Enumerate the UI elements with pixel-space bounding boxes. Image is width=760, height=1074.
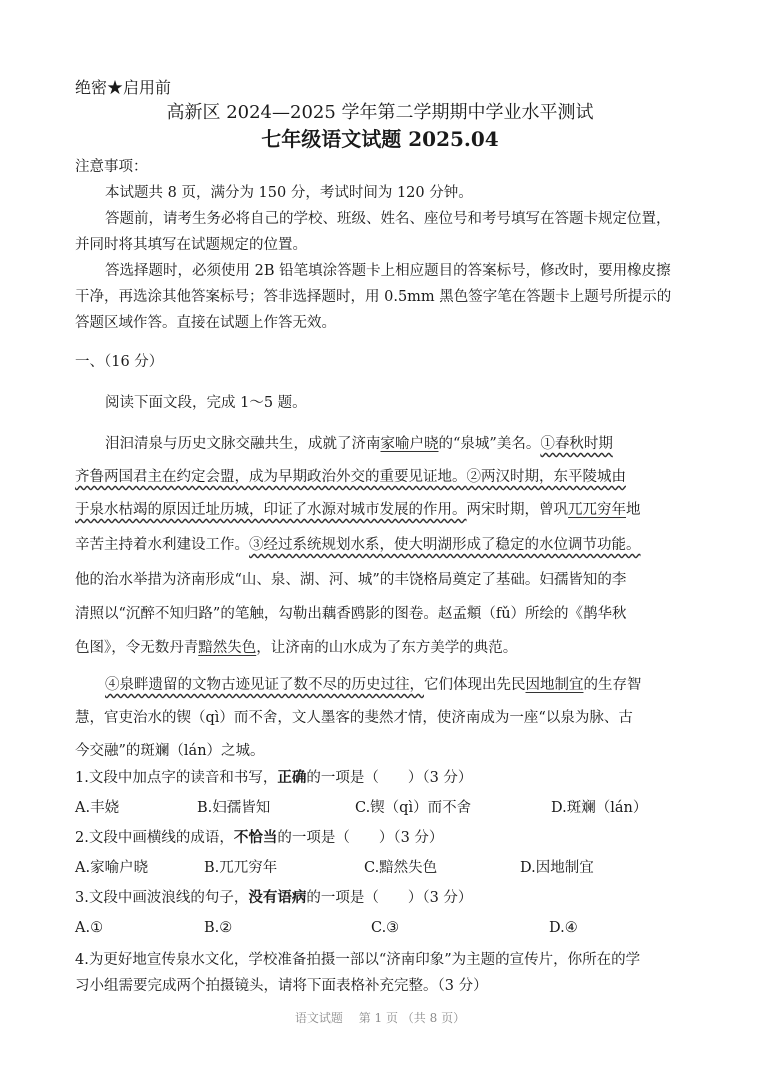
question-4-line1: 4.为更好地宣传泉水文化，学校准备拍摄一部以“济南印象”为主题的宣传片，你所在的学	[75, 952, 641, 968]
exam-title: 高新区 2024—2025 学年第二学期期中学业水平测试	[166, 102, 594, 123]
passage-text: 两宋时期，曾巩	[466, 502, 568, 518]
sentence-wavy: 于泉水枯竭的原因迁址历城，印证了水源对城市发展的作用。	[75, 502, 467, 518]
notice-heading: 注意事项：	[75, 159, 148, 175]
secret-label: 绝密★启用前	[75, 78, 172, 97]
sentence-wavy: ②两汉时期，东平陵城由	[466, 469, 626, 485]
section1-heading: 一、（16 分）	[75, 354, 164, 370]
question-4-line2: 习小组需要完成两个拍摄镜头，请将下面表格补充完整。（3 分）	[75, 978, 488, 994]
passage-text: ，让济南的山水成为了东方美学的典范。	[256, 640, 518, 656]
question-3	[75, 888, 472, 908]
notice-p3-line3: 答题区域作答。直接在试题上作答无效。	[75, 315, 336, 331]
notice-p2-line2: 并同时将其填写在试题规定的位置。	[75, 237, 307, 253]
sentence-wavy: ③经过系统规划水系，使大明湖形成了稳定的水位调节功能。	[249, 537, 641, 553]
question-keyword: 没有语病	[248, 889, 307, 906]
page-footer: 语文试题 第 1 页 （共 8 页）	[294, 1011, 466, 1025]
passage-line	[75, 535, 641, 555]
notice-p1: 本试题共 8 页，满分为 150 分，考试时间为 120 分钟。	[105, 185, 473, 201]
passage-line: 今交融”的斑斓（lán）之城。	[75, 743, 265, 759]
passage-line	[75, 638, 517, 658]
passage-line: 他的治水举措为济南形成“山、泉、湖、河、城”的丰饶格局奠定了基础。妇孺皆知的李	[75, 572, 627, 588]
question-text: 的一项是（ ）（3 分）	[306, 890, 473, 906]
idiom-underlined: 家喻户晓	[380, 436, 439, 452]
idiom-underlined: 黯然失色	[198, 640, 257, 656]
passage-text: 的“泉城”美名。	[438, 436, 541, 452]
question-text: 2.文段中画横线的成语，	[75, 830, 234, 846]
passage-text: 辛苦主持着水利建设工作。	[75, 537, 249, 553]
q1-option-b: B.妇孺皆知	[197, 800, 271, 816]
question-text: 3.文段中画波浪线的句子，	[75, 890, 249, 906]
notice-p3-line2: 干净，再选涂其他答案标号；答非选择题时，用 0.5mm 黑色签字笔在答题卡上题号所提示的	[75, 289, 672, 305]
section1-instruction: 阅读下面文段，完成 1～5 题。	[105, 395, 307, 411]
question-keyword: 不恰当	[233, 829, 278, 846]
question-1	[75, 768, 472, 788]
q1-option-a: A.丰娆	[75, 800, 120, 816]
question-text: 的一项是（ ）（3 分）	[306, 770, 473, 786]
q2-option-a: A.家喻户晓	[75, 860, 149, 876]
passage-line	[75, 500, 641, 520]
question-text: 的一项是（ ）（3 分）	[277, 830, 444, 846]
sentence-wavy: ④泉畔遗留的文物古迹见证了数不尽的历史过往，	[105, 677, 424, 693]
passage-line	[105, 434, 613, 454]
sentence-wavy: ①春秋时期	[540, 436, 613, 452]
question-keyword: 正确	[277, 769, 307, 786]
notice-p2-line1: 答题前，请考生务必将自己的学校、班级、姓名、座位号和考号填写在答题卡规定位置，	[105, 211, 671, 227]
passage-line	[105, 675, 642, 695]
passage-text: 的生存智	[583, 677, 642, 693]
q3-option-b: B.②	[204, 920, 233, 936]
q2-option-c: C.黯然失色	[364, 860, 438, 876]
passage-text: 地	[626, 502, 641, 518]
question-2	[75, 828, 443, 848]
passage-text: 它们体现出先民	[424, 677, 526, 693]
passage-line	[75, 467, 626, 487]
passage-text: 色图》，令无数丹青	[75, 640, 199, 656]
idiom-underlined: 兀兀穷年	[568, 502, 626, 518]
q2-option-b: B.兀兀穷年	[204, 860, 278, 876]
q3-option-d: D.④	[549, 920, 578, 936]
passage-line: 慧，官吏治水的锲（qì）而不舍，文人墨客的斐然才情，使济南成为一座“以泉为脉、古	[75, 710, 633, 726]
q1-option-d: D.斑斓（lán）	[551, 800, 648, 816]
sentence-wavy: 齐鲁两国君主在约定会盟，成为早期政治外交的重要见证地。	[75, 469, 467, 485]
subject-title: 七年级语文试题 2025.04	[261, 127, 499, 151]
passage-line: 清照以“沉醉不知归路”的笔触，勾勒出藕香鸥影的图卷。赵孟頫（fǔ）所绘的《鹊华秋	[75, 606, 627, 622]
q1-option-c: C.锲（qì）而不舍	[355, 800, 472, 816]
question-text: 1.文段中加点字的读音和书写，	[75, 770, 278, 786]
q3-option-c: C.③	[371, 920, 400, 936]
q2-option-d: D.因地制宜	[520, 860, 594, 876]
passage-text: 泪汩清泉与历史文脉交融共生，成就了济南	[105, 436, 381, 452]
notice-p3-line1: 答选择题时，必须使用 2B 铅笔填涂答题卡上相应题目的答案标号，修改时，要用橡皮擦	[105, 263, 671, 279]
idiom-underlined: 因地制宜	[525, 677, 584, 693]
q3-option-a: A.①	[75, 920, 104, 936]
